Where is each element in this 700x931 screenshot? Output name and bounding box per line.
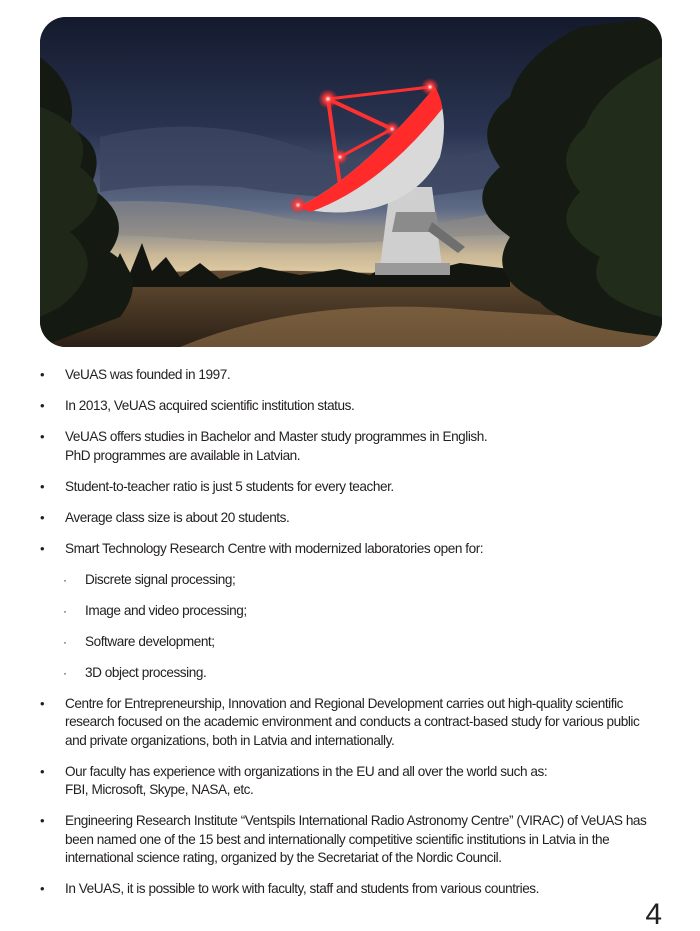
- fact-entrepreneurship-line-1: Centre for Entrepreneurship, Innovation and Regional Development carries out high-quality scientific: [65, 695, 623, 711]
- fact-faculty-line-1: Our faculty has experience with organizations in the EU and all over the world such as:: [65, 763, 548, 779]
- bullet-icon: •: [40, 763, 45, 779]
- bullet-icon: •: [40, 813, 45, 828]
- bullet-icon: •: [40, 540, 45, 556]
- bullet-icon: •: [40, 398, 45, 413]
- sub-bullet-icon: ·: [63, 572, 67, 587]
- list-item: [40, 812, 652, 868]
- list-item: [40, 695, 652, 751]
- list-item: [40, 428, 652, 465]
- sub-item-software: Software development;: [85, 633, 215, 649]
- list-item: [40, 397, 652, 416]
- bullet-icon: •: [40, 695, 45, 711]
- sub-list-item: [40, 602, 652, 621]
- page-number: 4: [645, 898, 662, 931]
- radio-telescope-photo: [40, 17, 662, 347]
- list-item: [40, 540, 652, 559]
- facts-list: [40, 366, 652, 911]
- list-item: [40, 880, 652, 899]
- fact-entrepreneurship-line-2: research focused on the academic environment and conducts a contract-based study for various public: [65, 714, 640, 729]
- bullet-icon: •: [40, 429, 45, 444]
- fact-international: In VeUAS, it is possible to work with faculty, staff and students from various countries.: [65, 881, 539, 896]
- fact-ratio: Student-to-teacher ratio is just 5 students for every teacher.: [65, 478, 394, 494]
- list-item: [40, 478, 652, 497]
- list-item: [40, 763, 652, 800]
- fact-studies-line-1: VeUAS offers studies in Bachelor and Master study programmes in English.: [65, 429, 488, 444]
- fact-founded: VeUAS was founded in 1997.: [65, 367, 231, 382]
- bullet-icon: •: [40, 509, 45, 525]
- sub-bullet-icon: ·: [63, 603, 67, 618]
- sub-list-item: [40, 664, 652, 683]
- sub-bullet-icon: ·: [63, 665, 67, 680]
- fact-faculty-line-2: FBI, Microsoft, Skype, NASA, etc.: [65, 782, 254, 797]
- sub-item-signal: Discrete signal processing;: [85, 571, 236, 587]
- fact-research-centre: Smart Technology Research Centre with modernized laboratories open for:: [65, 540, 484, 556]
- sub-item-3d: 3D object processing.: [85, 664, 207, 680]
- list-item: [40, 509, 652, 528]
- sub-bullet-icon: ·: [63, 634, 67, 649]
- sub-item-image: Image and video processing;: [85, 602, 247, 618]
- sub-list-item: [40, 571, 652, 590]
- fact-virac-line-1: Engineering Research Institute “Ventspils International Radio Astronomy Centre” (VIRAC) of VeUAS has: [65, 813, 647, 828]
- fact-status: In 2013, VeUAS acquired scientific institution status.: [65, 398, 355, 413]
- list-item: [40, 366, 652, 385]
- fact-studies-line-2: PhD programmes are available in Latvian.: [65, 447, 301, 463]
- fact-class-size: Average class size is about 20 students.: [65, 509, 290, 525]
- bullet-icon: •: [40, 881, 45, 896]
- fact-entrepreneurship-line-3: and private organizations, both in Latvia and internationally.: [65, 732, 395, 748]
- bullet-icon: •: [40, 478, 45, 494]
- fact-virac-line-2: been named one of the 15 best and internationally competitive scientific institutions in Latvia in the: [65, 831, 610, 847]
- bullet-icon: •: [40, 367, 45, 382]
- fact-virac-line-3: international science rating, organized by the Secretariat of the Nordic Council.: [65, 850, 502, 865]
- sub-list-item: [40, 633, 652, 652]
- telescope-illustration: [40, 17, 662, 347]
